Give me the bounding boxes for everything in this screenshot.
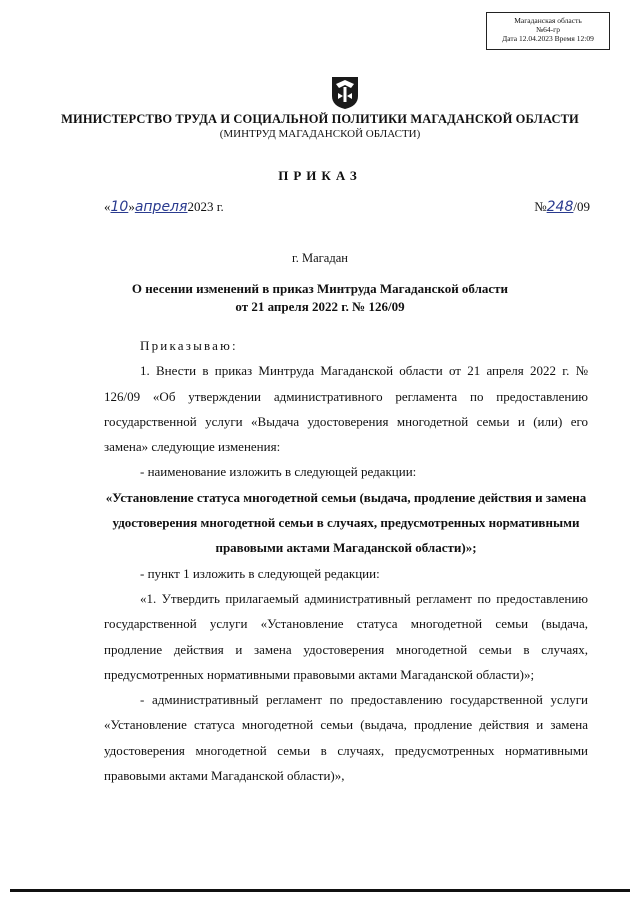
stamp-datetime: Дата 12.04.2023 Время 12:09 xyxy=(502,34,594,43)
paragraph-6: - административный регламент по предоставлению государственной услуги «Установление статуса многодетной семьи (выдача, продление действия и замена удостоверения многодетной семьи в случаях, предусмотренных нормативными правовыми актами Магаданской области)», xyxy=(104,692,588,784)
document-type: ПРИКАЗ xyxy=(278,168,362,183)
paragraph-4: - пункт 1 изложить в следующей редакции: xyxy=(140,565,380,581)
ministry-name: МИНИСТЕРСТВО ТРУДА И СОЦИАЛЬНОЙ ПОЛИТИКИ МАГАДАНСКОЙ ОБЛАСТИ xyxy=(61,112,579,126)
date-month: апреля xyxy=(134,199,188,215)
number-value: 248 xyxy=(546,199,574,215)
order-number xyxy=(534,199,590,215)
coat-of-arms-icon xyxy=(331,76,359,110)
date-day: 10 xyxy=(110,199,129,215)
city: г. Магадан xyxy=(292,251,348,265)
subject-line-1: О несении изменений в приказ Минтруда Магаданской области xyxy=(131,281,509,296)
subject-line-2: от 21 апреля 2022 г. № 126/09 xyxy=(235,299,405,314)
order-subject xyxy=(0,280,640,316)
date-close-quote: » xyxy=(128,199,135,214)
ministry-short-name: (МИНТРУД МАГАДАНСКОЙ ОБЛАСТИ) xyxy=(219,128,421,140)
stamp-region: Магаданская область xyxy=(514,16,582,25)
order-word: Приказываю: xyxy=(140,338,238,353)
stamp-number: №64-гр xyxy=(536,25,560,34)
paragraph-3-new-name: «Установление статуса многодетной семьи (выдача, продление действия и замена удостоверения многодетной семьи в случаях, предусмотренных нормативными правовыми актами Магаданской области)»; xyxy=(105,489,587,556)
page-bottom-rule xyxy=(10,889,630,892)
date-year: 2023 г. xyxy=(187,199,224,214)
registration-stamp xyxy=(486,12,610,50)
paragraph-1: 1. Внести в приказ Минтруда Магаданской области от 21 апреля 2022 г. № 126/09 «Об утверждении административного регламента по предоставлению государственной услуги «Выдача удостоверения многодетной семьи и (или) его замена» следующие изменения: xyxy=(104,363,588,455)
date-open-quote: « xyxy=(104,199,111,214)
number-prefix: № xyxy=(534,199,547,214)
number-suffix: /09 xyxy=(573,199,590,214)
paragraph-2: - наименование изложить в следующей редакции: xyxy=(140,464,417,480)
order-date xyxy=(104,199,224,215)
order-body xyxy=(104,333,588,788)
paragraph-5: «1. Утвердить прилагаемый административный регламент по предоставлению государственной услуги «Установление статуса многодетной семьи (выдача, продление действия и замена удостоверения многодетной семьи в случаях, предусмотренных нормативными правовыми актами Магаданской области)»; xyxy=(104,590,588,682)
